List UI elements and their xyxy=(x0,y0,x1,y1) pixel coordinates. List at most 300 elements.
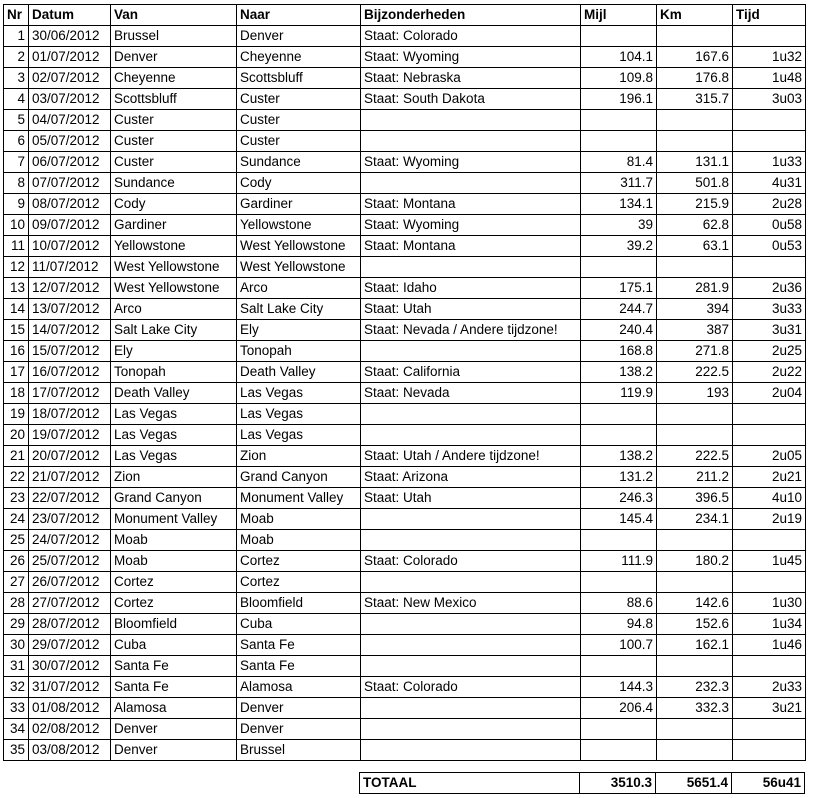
cell-bijzonderheden: Staat: Utah xyxy=(361,299,581,320)
table-row xyxy=(4,488,806,509)
cell-van: Moab xyxy=(111,530,237,551)
cell-mijl xyxy=(581,26,657,47)
cell-mijl: 104.1 xyxy=(581,47,657,68)
cell-datum: 02/07/2012 xyxy=(29,68,111,89)
cell-datum: 31/07/2012 xyxy=(29,677,111,698)
cell-mijl: 138.2 xyxy=(581,362,657,383)
cell-mijl: 311.7 xyxy=(581,173,657,194)
table-row xyxy=(4,320,806,341)
cell-datum: 08/07/2012 xyxy=(29,194,111,215)
cell-nr: 32 xyxy=(4,677,29,698)
cell-mijl: 138.2 xyxy=(581,446,657,467)
cell-tijd: 1u45 xyxy=(733,551,806,572)
table-row xyxy=(4,257,806,278)
cell-naar: Moab xyxy=(237,509,361,530)
table-row xyxy=(4,698,806,719)
cell-mijl: 244.7 xyxy=(581,299,657,320)
cell-mijl: 109.8 xyxy=(581,68,657,89)
cell-nr: 18 xyxy=(4,383,29,404)
cell-tijd xyxy=(733,530,806,551)
cell-datum: 18/07/2012 xyxy=(29,404,111,425)
cell-naar: Custer xyxy=(237,131,361,152)
cell-datum: 11/07/2012 xyxy=(29,257,111,278)
cell-nr: 27 xyxy=(4,572,29,593)
cell-van: Cortez xyxy=(111,593,237,614)
table-row xyxy=(4,341,806,362)
cell-nr: 17 xyxy=(4,362,29,383)
cell-van: Death Valley xyxy=(111,383,237,404)
cell-naar: Death Valley xyxy=(237,362,361,383)
cell-km xyxy=(657,425,733,446)
cell-nr: 30 xyxy=(4,635,29,656)
cell-datum: 24/07/2012 xyxy=(29,530,111,551)
cell-van: Custer xyxy=(111,110,237,131)
cell-nr: 29 xyxy=(4,614,29,635)
cell-datum: 12/07/2012 xyxy=(29,278,111,299)
cell-datum: 04/07/2012 xyxy=(29,110,111,131)
cell-bijzonderheden: Staat: Montana xyxy=(361,194,581,215)
cell-van: Yellowstone xyxy=(111,236,237,257)
cell-bijzonderheden xyxy=(361,740,581,761)
cell-bijzonderheden: Staat: Wyoming xyxy=(361,152,581,173)
cell-km: 215.9 xyxy=(657,194,733,215)
cell-tijd: 0u53 xyxy=(733,236,806,257)
cell-bijzonderheden: Staat: Colorado xyxy=(361,551,581,572)
cell-km: 131.1 xyxy=(657,152,733,173)
cell-bijzonderheden xyxy=(361,341,581,362)
cell-km xyxy=(657,656,733,677)
cell-naar: Bloomfield xyxy=(237,593,361,614)
cell-tijd: 1u46 xyxy=(733,635,806,656)
cell-mijl: 131.2 xyxy=(581,467,657,488)
cell-km xyxy=(657,404,733,425)
cell-naar: Denver xyxy=(237,719,361,740)
cell-tijd: 3u21 xyxy=(733,698,806,719)
cell-mijl xyxy=(581,530,657,551)
cell-tijd: 1u34 xyxy=(733,614,806,635)
cell-datum: 16/07/2012 xyxy=(29,362,111,383)
cell-tijd: 3u31 xyxy=(733,320,806,341)
cell-km: 332.3 xyxy=(657,698,733,719)
cell-naar: Santa Fe xyxy=(237,635,361,656)
cell-datum: 28/07/2012 xyxy=(29,614,111,635)
header-km: Km xyxy=(657,5,733,26)
table-row xyxy=(4,110,806,131)
cell-tijd xyxy=(733,257,806,278)
cell-mijl xyxy=(581,656,657,677)
cell-datum: 23/07/2012 xyxy=(29,509,111,530)
cell-mijl: 134.1 xyxy=(581,194,657,215)
cell-bijzonderheden xyxy=(361,110,581,131)
table-row xyxy=(4,635,806,656)
header-naar: Naar xyxy=(237,5,361,26)
header-van: Van xyxy=(111,5,237,26)
totals-row xyxy=(360,773,805,794)
cell-naar: West Yellowstone xyxy=(237,236,361,257)
totals-table xyxy=(359,772,805,794)
cell-nr: 21 xyxy=(4,446,29,467)
cell-km: 152.6 xyxy=(657,614,733,635)
cell-km xyxy=(657,572,733,593)
cell-nr: 2 xyxy=(4,47,29,68)
cell-naar: Las Vegas xyxy=(237,383,361,404)
cell-bijzonderheden: Staat: Idaho xyxy=(361,278,581,299)
cell-nr: 14 xyxy=(4,299,29,320)
cell-mijl: 39.2 xyxy=(581,236,657,257)
cell-datum: 21/07/2012 xyxy=(29,467,111,488)
cell-km xyxy=(657,131,733,152)
cell-van: Monument Valley xyxy=(111,509,237,530)
cell-naar: Yellowstone xyxy=(237,215,361,236)
cell-naar: Denver xyxy=(237,26,361,47)
cell-van: Gardiner xyxy=(111,215,237,236)
cell-van: Grand Canyon xyxy=(111,488,237,509)
cell-nr: 5 xyxy=(4,110,29,131)
cell-van: Denver xyxy=(111,47,237,68)
table-row xyxy=(4,593,806,614)
cell-naar: Custer xyxy=(237,89,361,110)
cell-van: Denver xyxy=(111,719,237,740)
itinerary-body xyxy=(4,26,806,761)
cell-naar: Arco xyxy=(237,278,361,299)
cell-datum: 30/06/2012 xyxy=(29,26,111,47)
cell-bijzonderheden: Staat: Wyoming xyxy=(361,47,581,68)
cell-van: Custer xyxy=(111,152,237,173)
cell-tijd xyxy=(733,131,806,152)
cell-km: 180.2 xyxy=(657,551,733,572)
cell-naar: Ely xyxy=(237,320,361,341)
cell-bijzonderheden xyxy=(361,614,581,635)
table-row xyxy=(4,47,806,68)
cell-datum: 19/07/2012 xyxy=(29,425,111,446)
table-row xyxy=(4,278,806,299)
cell-van: Las Vegas xyxy=(111,404,237,425)
table-row xyxy=(4,215,806,236)
cell-datum: 30/07/2012 xyxy=(29,656,111,677)
cell-mijl xyxy=(581,425,657,446)
cell-datum: 17/07/2012 xyxy=(29,383,111,404)
cell-nr: 31 xyxy=(4,656,29,677)
cell-van: Zion xyxy=(111,467,237,488)
header-datum: Datum xyxy=(29,5,111,26)
cell-nr: 20 xyxy=(4,425,29,446)
cell-tijd: 2u19 xyxy=(733,509,806,530)
cell-nr: 10 xyxy=(4,215,29,236)
cell-bijzonderheden: Staat: Montana xyxy=(361,236,581,257)
cell-tijd: 1u48 xyxy=(733,68,806,89)
cell-bijzonderheden xyxy=(361,572,581,593)
cell-mijl: 39 xyxy=(581,215,657,236)
cell-mijl: 111.9 xyxy=(581,551,657,572)
cell-van: Ely xyxy=(111,341,237,362)
cell-bijzonderheden: Staat: Arizona xyxy=(361,467,581,488)
cell-mijl: 100.7 xyxy=(581,635,657,656)
cell-mijl: 144.3 xyxy=(581,677,657,698)
table-row xyxy=(4,719,806,740)
cell-van: Denver xyxy=(111,740,237,761)
cell-km xyxy=(657,740,733,761)
table-row xyxy=(4,740,806,761)
cell-naar: Cortez xyxy=(237,572,361,593)
cell-km: 394 xyxy=(657,299,733,320)
cell-datum: 03/08/2012 xyxy=(29,740,111,761)
cell-tijd: 4u10 xyxy=(733,488,806,509)
cell-mijl: 81.4 xyxy=(581,152,657,173)
cell-datum: 03/07/2012 xyxy=(29,89,111,110)
cell-km: 396.5 xyxy=(657,488,733,509)
cell-datum: 14/07/2012 xyxy=(29,320,111,341)
table-row xyxy=(4,509,806,530)
table-row xyxy=(4,404,806,425)
cell-datum: 07/07/2012 xyxy=(29,173,111,194)
cell-van: Scottsbluff xyxy=(111,89,237,110)
cell-km: 387 xyxy=(657,320,733,341)
cell-mijl xyxy=(581,740,657,761)
table-row xyxy=(4,446,806,467)
cell-tijd: 3u03 xyxy=(733,89,806,110)
cell-bijzonderheden: Staat: Colorado xyxy=(361,26,581,47)
cell-nr: 3 xyxy=(4,68,29,89)
cell-km: 222.5 xyxy=(657,446,733,467)
cell-tijd: 1u33 xyxy=(733,152,806,173)
cell-bijzonderheden xyxy=(361,509,581,530)
header-nr: Nr xyxy=(4,5,29,26)
cell-bijzonderheden xyxy=(361,404,581,425)
cell-van: Cuba xyxy=(111,635,237,656)
cell-km: 193 xyxy=(657,383,733,404)
cell-naar: Denver xyxy=(237,698,361,719)
cell-van: Brussel xyxy=(111,26,237,47)
cell-van: Salt Lake City xyxy=(111,320,237,341)
cell-nr: 13 xyxy=(4,278,29,299)
cell-nr: 12 xyxy=(4,257,29,278)
cell-mijl xyxy=(581,110,657,131)
table-row xyxy=(4,572,806,593)
cell-naar: Cuba xyxy=(237,614,361,635)
cell-km: 142.6 xyxy=(657,593,733,614)
cell-km: 501.8 xyxy=(657,173,733,194)
table-row xyxy=(4,131,806,152)
cell-nr: 28 xyxy=(4,593,29,614)
cell-nr: 9 xyxy=(4,194,29,215)
table-row xyxy=(4,362,806,383)
cell-nr: 23 xyxy=(4,488,29,509)
cell-bijzonderheden xyxy=(361,131,581,152)
cell-mijl: 206.4 xyxy=(581,698,657,719)
cell-naar: Zion xyxy=(237,446,361,467)
cell-bijzonderheden: Staat: New Mexico xyxy=(361,593,581,614)
cell-bijzonderheden xyxy=(361,656,581,677)
cell-datum: 01/08/2012 xyxy=(29,698,111,719)
totals-tijd: 56u41 xyxy=(732,773,805,794)
cell-nr: 4 xyxy=(4,89,29,110)
cell-bijzonderheden: Staat: Nebraska xyxy=(361,68,581,89)
table-row xyxy=(4,194,806,215)
cell-bijzonderheden: Staat: Nevada / Andere tijdzone! xyxy=(361,320,581,341)
cell-km xyxy=(657,257,733,278)
cell-mijl: 94.8 xyxy=(581,614,657,635)
cell-van: Cody xyxy=(111,194,237,215)
cell-naar: Las Vegas xyxy=(237,425,361,446)
cell-datum: 10/07/2012 xyxy=(29,236,111,257)
totals-label: TOTAAL xyxy=(360,773,580,794)
cell-van: Las Vegas xyxy=(111,425,237,446)
cell-naar: Grand Canyon xyxy=(237,467,361,488)
cell-km: 271.8 xyxy=(657,341,733,362)
cell-van: Santa Fe xyxy=(111,656,237,677)
table-row xyxy=(4,68,806,89)
cell-tijd xyxy=(733,110,806,131)
cell-mijl: 196.1 xyxy=(581,89,657,110)
table-row xyxy=(4,173,806,194)
table-row xyxy=(4,236,806,257)
cell-km: 62.8 xyxy=(657,215,733,236)
cell-van: Las Vegas xyxy=(111,446,237,467)
cell-nr: 34 xyxy=(4,719,29,740)
cell-van: Alamosa xyxy=(111,698,237,719)
cell-bijzonderheden xyxy=(361,635,581,656)
cell-tijd xyxy=(733,719,806,740)
cell-tijd: 2u21 xyxy=(733,467,806,488)
cell-bijzonderheden xyxy=(361,698,581,719)
table-row xyxy=(4,425,806,446)
cell-nr: 6 xyxy=(4,131,29,152)
table-row xyxy=(4,89,806,110)
cell-tijd: 2u25 xyxy=(733,341,806,362)
cell-tijd: 0u58 xyxy=(733,215,806,236)
cell-mijl: 88.6 xyxy=(581,593,657,614)
cell-naar: Scottsbluff xyxy=(237,68,361,89)
cell-km: 162.1 xyxy=(657,635,733,656)
table-row xyxy=(4,614,806,635)
table-row xyxy=(4,26,806,47)
cell-datum: 09/07/2012 xyxy=(29,215,111,236)
cell-nr: 1 xyxy=(4,26,29,47)
cell-bijzonderheden: Staat: California xyxy=(361,362,581,383)
cell-naar: West Yellowstone xyxy=(237,257,361,278)
cell-tijd xyxy=(733,572,806,593)
cell-tijd xyxy=(733,404,806,425)
cell-bijzonderheden xyxy=(361,425,581,446)
cell-nr: 8 xyxy=(4,173,29,194)
cell-van: Arco xyxy=(111,299,237,320)
cell-mijl xyxy=(581,257,657,278)
totals-mijl: 3510.3 xyxy=(580,773,656,794)
cell-van: Bloomfield xyxy=(111,614,237,635)
cell-mijl: 168.8 xyxy=(581,341,657,362)
cell-datum: 22/07/2012 xyxy=(29,488,111,509)
cell-datum: 25/07/2012 xyxy=(29,551,111,572)
cell-van: Cortez xyxy=(111,572,237,593)
cell-van: Tonopah xyxy=(111,362,237,383)
cell-naar: Tonopah xyxy=(237,341,361,362)
cell-nr: 22 xyxy=(4,467,29,488)
table-row xyxy=(4,299,806,320)
cell-tijd: 1u32 xyxy=(733,47,806,68)
header-row xyxy=(4,5,806,26)
cell-datum: 06/07/2012 xyxy=(29,152,111,173)
header-tijd: Tijd xyxy=(733,5,806,26)
cell-km: 63.1 xyxy=(657,236,733,257)
cell-naar: Sundance xyxy=(237,152,361,173)
cell-naar: Moab xyxy=(237,530,361,551)
cell-mijl: 240.4 xyxy=(581,320,657,341)
cell-van: Moab xyxy=(111,551,237,572)
cell-nr: 24 xyxy=(4,509,29,530)
cell-tijd: 1u30 xyxy=(733,593,806,614)
cell-datum: 05/07/2012 xyxy=(29,131,111,152)
cell-bijzonderheden xyxy=(361,530,581,551)
cell-naar: Salt Lake City xyxy=(237,299,361,320)
cell-naar: Las Vegas xyxy=(237,404,361,425)
cell-mijl: 246.3 xyxy=(581,488,657,509)
table-row xyxy=(4,467,806,488)
cell-tijd xyxy=(733,740,806,761)
totals-km: 5651.4 xyxy=(656,773,732,794)
cell-datum: 01/07/2012 xyxy=(29,47,111,68)
cell-naar: Brussel xyxy=(237,740,361,761)
cell-mijl: 119.9 xyxy=(581,383,657,404)
cell-km: 281.9 xyxy=(657,278,733,299)
cell-datum: 20/07/2012 xyxy=(29,446,111,467)
itinerary-table xyxy=(3,4,806,761)
cell-datum: 27/07/2012 xyxy=(29,593,111,614)
header-mijl: Mijl xyxy=(581,5,657,26)
cell-nr: 15 xyxy=(4,320,29,341)
cell-datum: 15/07/2012 xyxy=(29,341,111,362)
cell-naar: Santa Fe xyxy=(237,656,361,677)
cell-tijd: 2u28 xyxy=(733,194,806,215)
cell-km xyxy=(657,530,733,551)
cell-mijl xyxy=(581,404,657,425)
cell-bijzonderheden: Staat: Nevada xyxy=(361,383,581,404)
cell-bijzonderheden: Staat: Utah xyxy=(361,488,581,509)
cell-km: 176.8 xyxy=(657,68,733,89)
cell-mijl xyxy=(581,719,657,740)
cell-naar: Custer xyxy=(237,110,361,131)
cell-naar: Alamosa xyxy=(237,677,361,698)
cell-mijl: 175.1 xyxy=(581,278,657,299)
cell-datum: 26/07/2012 xyxy=(29,572,111,593)
cell-km: 234.1 xyxy=(657,509,733,530)
cell-van: Santa Fe xyxy=(111,677,237,698)
cell-nr: 33 xyxy=(4,698,29,719)
cell-km xyxy=(657,110,733,131)
cell-km xyxy=(657,26,733,47)
cell-tijd: 2u36 xyxy=(733,278,806,299)
cell-bijzonderheden: Staat: South Dakota xyxy=(361,89,581,110)
cell-mijl xyxy=(581,131,657,152)
table-row xyxy=(4,677,806,698)
table-row xyxy=(4,530,806,551)
table-row xyxy=(4,383,806,404)
cell-naar: Gardiner xyxy=(237,194,361,215)
table-row xyxy=(4,656,806,677)
cell-km: 232.3 xyxy=(657,677,733,698)
table-row xyxy=(4,551,806,572)
cell-tijd: 2u33 xyxy=(733,677,806,698)
cell-naar: Cheyenne xyxy=(237,47,361,68)
cell-km: 222.5 xyxy=(657,362,733,383)
cell-nr: 19 xyxy=(4,404,29,425)
cell-bijzonderheden: Staat: Colorado xyxy=(361,677,581,698)
cell-mijl xyxy=(581,572,657,593)
cell-bijzonderheden xyxy=(361,257,581,278)
cell-bijzonderheden: Staat: Utah / Andere tijdzone! xyxy=(361,446,581,467)
cell-tijd: 2u04 xyxy=(733,383,806,404)
cell-km: 167.6 xyxy=(657,47,733,68)
cell-tijd xyxy=(733,656,806,677)
